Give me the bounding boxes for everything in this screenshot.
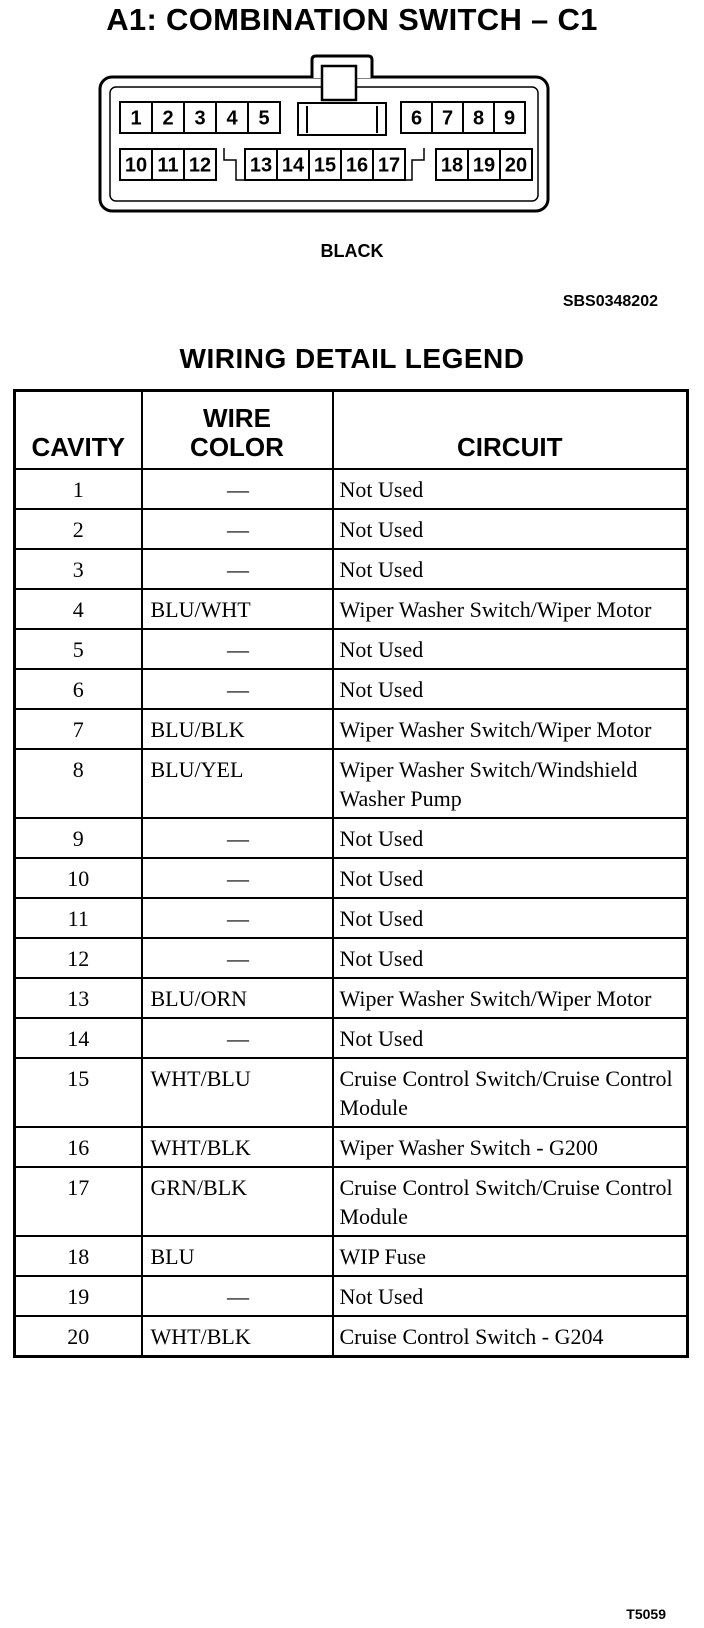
circuit-cell: Not Used [333, 898, 688, 938]
table-row [15, 549, 688, 589]
circuit-cell: Cruise Control Switch/Cruise Control Module [333, 1167, 688, 1236]
table-row [15, 1058, 688, 1127]
wire-color-cell: BLU/ORN [142, 978, 333, 1018]
wire-color-cell: — [142, 1018, 333, 1058]
table-row [15, 509, 688, 549]
wire-color-cell: — [142, 818, 333, 858]
pin-number: 6 [410, 107, 423, 130]
pin-number: 13 [249, 154, 273, 177]
wire-color-cell: — [142, 1276, 333, 1316]
cavity-cell: 14 [15, 1018, 142, 1058]
table-row [15, 1127, 688, 1167]
table-row [15, 749, 688, 818]
header-circuit: CIRCUIT [333, 391, 688, 470]
circuit-cell: Cruise Control Switch - G204 [333, 1316, 688, 1357]
cavity-cell: 2 [15, 509, 142, 549]
pin-number: 10 [124, 154, 148, 177]
pin-number: 12 [188, 154, 212, 177]
pin-number: 8 [472, 107, 485, 130]
pin-number: 7 [441, 107, 454, 130]
circuit-cell: Not Used [333, 938, 688, 978]
table-row [15, 1167, 688, 1236]
cavity-cell: 20 [15, 1316, 142, 1357]
pin-number: 16 [345, 154, 369, 177]
pin-number: 5 [258, 107, 270, 130]
page-title: A1: COMBINATION SWITCH – C1 [106, 2, 598, 37]
circuit-cell: Not Used [333, 509, 688, 549]
connector-color-label: BLACK [320, 241, 384, 261]
footer-code: T5059 [626, 1606, 666, 1622]
table-header-row [15, 391, 688, 470]
cavity-cell: 12 [15, 938, 142, 978]
cavity-cell: 3 [15, 549, 142, 589]
circuit-cell: Wiper Washer Switch/Wiper Motor [333, 709, 688, 749]
cavity-cell: 10 [15, 858, 142, 898]
center-key-slot [298, 103, 386, 135]
wire-color-cell: BLU [142, 1236, 333, 1276]
wire-color-cell: — [142, 938, 333, 978]
legend-title: WIRING DETAIL LEGEND [179, 343, 525, 374]
wire-color-cell: — [142, 549, 333, 589]
wire-color-cell: — [142, 898, 333, 938]
wire-color-cell: WHT/BLK [142, 1316, 333, 1357]
table-row [15, 589, 688, 629]
pin-number: 4 [226, 107, 238, 130]
cavity-cell: 11 [15, 898, 142, 938]
pin-number: 18 [440, 154, 464, 177]
table-row [15, 669, 688, 709]
pin-number: 2 [162, 107, 174, 130]
figure-code: SBS0348202 [562, 293, 658, 310]
wire-color-cell: — [142, 669, 333, 709]
circuit-cell: Wiper Washer Switch/Wiper Motor [333, 978, 688, 1018]
wire-color-cell: — [142, 469, 333, 509]
cavity-cell: 5 [15, 629, 142, 669]
cavity-cell: 7 [15, 709, 142, 749]
wire-color-cell: BLU/WHT [142, 589, 333, 629]
cavity-cell: 6 [15, 669, 142, 709]
wire-color-cell: BLU/YEL [142, 749, 333, 818]
table-row [15, 898, 688, 938]
circuit-cell: Wiper Washer Switch/Wiper Motor [333, 589, 688, 629]
circuit-cell: Wiper Washer Switch - G200 [333, 1127, 688, 1167]
cavity-cell: 8 [15, 749, 142, 818]
wire-color-cell: — [142, 629, 333, 669]
circuit-cell: Not Used [333, 1018, 688, 1058]
cavity-cell: 4 [15, 589, 142, 629]
circuit-cell: WIP Fuse [333, 1236, 688, 1276]
wire-color-cell: BLU/BLK [142, 709, 333, 749]
pin-number: 20 [504, 154, 528, 177]
table-row [15, 978, 688, 1018]
cavity-cell: 1 [15, 469, 142, 509]
table-row [15, 858, 688, 898]
wire-color-cell: GRN/BLK [142, 1167, 333, 1236]
pin-number: 14 [281, 154, 305, 177]
pin-number: 9 [503, 107, 516, 130]
cavity-cell: 18 [15, 1236, 142, 1276]
table-row [15, 1018, 688, 1058]
cavity-cell: 16 [15, 1127, 142, 1167]
cavity-cell: 15 [15, 1058, 142, 1127]
table-row [15, 629, 688, 669]
circuit-cell: Not Used [333, 469, 688, 509]
wire-color-cell: — [142, 858, 333, 898]
cavity-cell: 19 [15, 1276, 142, 1316]
table-row [15, 938, 688, 978]
connector-face-diagram [0, 0, 704, 240]
header-cavity: CAVITY [15, 391, 142, 470]
pin-number: 17 [377, 154, 401, 177]
circuit-cell: Not Used [333, 629, 688, 669]
pin-number: 3 [194, 107, 206, 130]
cavity-cell: 13 [15, 978, 142, 1018]
circuit-cell: Not Used [333, 549, 688, 589]
wire-color-cell: — [142, 509, 333, 549]
circuit-cell: Wiper Washer Switch/Windshield Washer Pump [333, 749, 688, 818]
table-row [15, 1316, 688, 1357]
table-row [15, 709, 688, 749]
pin-number: 15 [313, 154, 337, 177]
circuit-cell: Cruise Control Switch/Cruise Control Module [333, 1058, 688, 1127]
circuit-cell: Not Used [333, 818, 688, 858]
table-row [15, 1236, 688, 1276]
table-row [15, 1276, 688, 1316]
cavity-cell: 9 [15, 818, 142, 858]
wire-color-cell: WHT/BLU [142, 1058, 333, 1127]
cavity-cell: 17 [15, 1167, 142, 1236]
pin-number: 19 [472, 154, 496, 177]
circuit-cell: Not Used [333, 858, 688, 898]
pin-number: 11 [157, 154, 179, 177]
wiring-detail-table [13, 389, 689, 1358]
pin-number: 1 [130, 107, 142, 130]
table-row [15, 818, 688, 858]
header-wire-color: WIRE COLOR [142, 391, 333, 470]
circuit-cell: Not Used [333, 1276, 688, 1316]
table-row [15, 469, 688, 509]
circuit-cell: Not Used [333, 669, 688, 709]
lock-tab-latch [322, 66, 356, 100]
wire-color-cell: WHT/BLK [142, 1127, 333, 1167]
